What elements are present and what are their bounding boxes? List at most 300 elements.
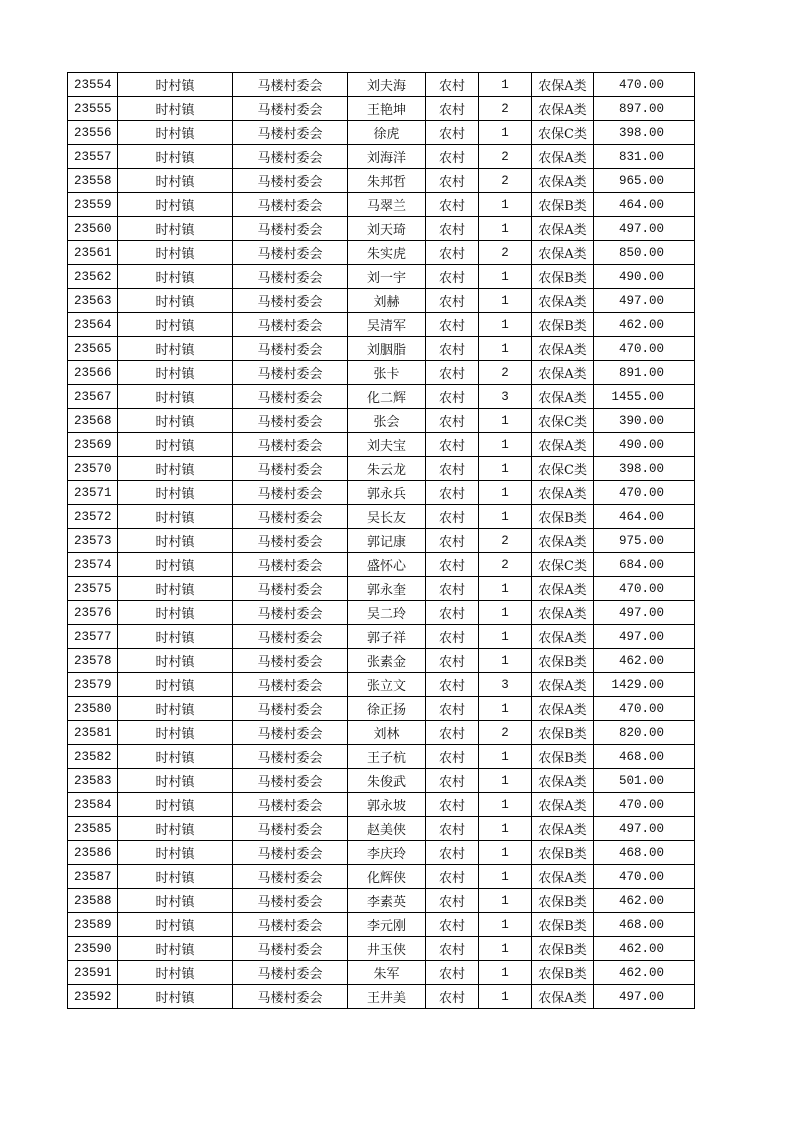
table-row (68, 913, 695, 937)
person-name-cell: 郭永奎 (348, 577, 426, 601)
household-count-cell: 1 (479, 337, 532, 361)
insurance-category-cell: 农保A类 (532, 865, 594, 889)
area-type-cell: 农村 (426, 481, 479, 505)
committee-cell: 马楼村委会 (233, 529, 348, 553)
area-type-cell: 农村 (426, 769, 479, 793)
insurance-category-cell: 农保B类 (532, 745, 594, 769)
record-id-cell: 23569 (68, 433, 118, 457)
person-name-cell: 王子杭 (348, 745, 426, 769)
town-cell: 时村镇 (118, 217, 233, 241)
area-type-cell: 农村 (426, 505, 479, 529)
person-name-cell: 刘海洋 (348, 145, 426, 169)
town-cell: 时村镇 (118, 457, 233, 481)
area-type-cell: 农村 (426, 793, 479, 817)
area-type-cell: 农村 (426, 433, 479, 457)
amount-cell: 497.00 (594, 217, 695, 241)
record-id-cell: 23588 (68, 889, 118, 913)
amount-cell: 468.00 (594, 841, 695, 865)
committee-cell: 马楼村委会 (233, 937, 348, 961)
table-row (68, 265, 695, 289)
household-count-cell: 2 (479, 553, 532, 577)
record-id-cell: 23592 (68, 985, 118, 1009)
amount-cell: 464.00 (594, 193, 695, 217)
committee-cell: 马楼村委会 (233, 169, 348, 193)
area-type-cell: 农村 (426, 337, 479, 361)
amount-cell: 831.00 (594, 145, 695, 169)
person-name-cell: 刘胭脂 (348, 337, 426, 361)
area-type-cell: 农村 (426, 937, 479, 961)
amount-cell: 684.00 (594, 553, 695, 577)
household-count-cell: 1 (479, 985, 532, 1009)
town-cell: 时村镇 (118, 313, 233, 337)
town-cell: 时村镇 (118, 865, 233, 889)
record-id-cell: 23561 (68, 241, 118, 265)
area-type-cell: 农村 (426, 313, 479, 337)
area-type-cell: 农村 (426, 601, 479, 625)
committee-cell: 马楼村委会 (233, 265, 348, 289)
committee-cell: 马楼村委会 (233, 241, 348, 265)
area-type-cell: 农村 (426, 817, 479, 841)
committee-cell: 马楼村委会 (233, 409, 348, 433)
table-row (68, 937, 695, 961)
area-type-cell: 农村 (426, 577, 479, 601)
insurance-category-cell: 农保A类 (532, 433, 594, 457)
town-cell: 时村镇 (118, 553, 233, 577)
record-id-cell: 23580 (68, 697, 118, 721)
town-cell: 时村镇 (118, 169, 233, 193)
table-row (68, 481, 695, 505)
committee-cell: 马楼村委会 (233, 505, 348, 529)
insurance-category-cell: 农保A类 (532, 289, 594, 313)
area-type-cell: 农村 (426, 673, 479, 697)
town-cell: 时村镇 (118, 817, 233, 841)
record-id-cell: 23577 (68, 625, 118, 649)
committee-cell: 马楼村委会 (233, 289, 348, 313)
table-row (68, 745, 695, 769)
person-name-cell: 郭子祥 (348, 625, 426, 649)
record-id-cell: 23574 (68, 553, 118, 577)
committee-cell: 马楼村委会 (233, 961, 348, 985)
table-row (68, 865, 695, 889)
amount-cell: 497.00 (594, 601, 695, 625)
household-count-cell: 3 (479, 673, 532, 697)
record-id-cell: 23583 (68, 769, 118, 793)
table-row (68, 961, 695, 985)
town-cell: 时村镇 (118, 697, 233, 721)
amount-cell: 470.00 (594, 337, 695, 361)
committee-cell: 马楼村委会 (233, 193, 348, 217)
table-row (68, 433, 695, 457)
person-name-cell: 刘林 (348, 721, 426, 745)
amount-cell: 1429.00 (594, 673, 695, 697)
person-name-cell: 李元刚 (348, 913, 426, 937)
amount-cell: 820.00 (594, 721, 695, 745)
person-name-cell: 化辉侠 (348, 865, 426, 889)
town-cell: 时村镇 (118, 145, 233, 169)
area-type-cell: 农村 (426, 73, 479, 97)
committee-cell: 马楼村委会 (233, 889, 348, 913)
person-name-cell: 张卡 (348, 361, 426, 385)
household-count-cell: 1 (479, 193, 532, 217)
insurance-category-cell: 农保A类 (532, 793, 594, 817)
table-row (68, 793, 695, 817)
person-name-cell: 王艳坤 (348, 97, 426, 121)
town-cell: 时村镇 (118, 841, 233, 865)
household-count-cell: 1 (479, 745, 532, 769)
table-row (68, 169, 695, 193)
table-row (68, 841, 695, 865)
household-count-cell: 1 (479, 865, 532, 889)
insurance-category-cell: 农保A类 (532, 673, 594, 697)
record-id-cell: 23579 (68, 673, 118, 697)
insurance-category-cell: 农保B类 (532, 841, 594, 865)
insurance-category-cell: 农保A类 (532, 217, 594, 241)
table-row (68, 193, 695, 217)
town-cell: 时村镇 (118, 193, 233, 217)
town-cell: 时村镇 (118, 577, 233, 601)
amount-cell: 464.00 (594, 505, 695, 529)
area-type-cell: 农村 (426, 385, 479, 409)
town-cell: 时村镇 (118, 961, 233, 985)
area-type-cell: 农村 (426, 721, 479, 745)
insurance-category-cell: 农保A类 (532, 529, 594, 553)
area-type-cell: 农村 (426, 145, 479, 169)
area-type-cell: 农村 (426, 889, 479, 913)
person-name-cell: 朱邦哲 (348, 169, 426, 193)
area-type-cell: 农村 (426, 265, 479, 289)
household-count-cell: 2 (479, 97, 532, 121)
person-name-cell: 郭永兵 (348, 481, 426, 505)
person-name-cell: 朱实虎 (348, 241, 426, 265)
person-name-cell: 吴清军 (348, 313, 426, 337)
committee-cell: 马楼村委会 (233, 913, 348, 937)
person-name-cell: 井玉侠 (348, 937, 426, 961)
insurance-category-cell: 农保B类 (532, 265, 594, 289)
town-cell: 时村镇 (118, 121, 233, 145)
table-row (68, 313, 695, 337)
committee-cell: 马楼村委会 (233, 145, 348, 169)
town-cell: 时村镇 (118, 241, 233, 265)
area-type-cell: 农村 (426, 289, 479, 313)
committee-cell: 马楼村委会 (233, 337, 348, 361)
town-cell: 时村镇 (118, 769, 233, 793)
area-type-cell: 农村 (426, 745, 479, 769)
town-cell: 时村镇 (118, 721, 233, 745)
record-id-cell: 23587 (68, 865, 118, 889)
area-type-cell: 农村 (426, 193, 479, 217)
amount-cell: 497.00 (594, 817, 695, 841)
person-name-cell: 赵美侠 (348, 817, 426, 841)
town-cell: 时村镇 (118, 889, 233, 913)
household-count-cell: 1 (479, 313, 532, 337)
record-id-cell: 23573 (68, 529, 118, 553)
amount-cell: 470.00 (594, 793, 695, 817)
amount-cell: 975.00 (594, 529, 695, 553)
record-id-cell: 23575 (68, 577, 118, 601)
town-cell: 时村镇 (118, 289, 233, 313)
table-row (68, 889, 695, 913)
person-name-cell: 李素英 (348, 889, 426, 913)
amount-cell: 462.00 (594, 649, 695, 673)
table-row (68, 505, 695, 529)
record-id-cell: 23555 (68, 97, 118, 121)
record-id-cell: 23586 (68, 841, 118, 865)
record-id-cell: 23554 (68, 73, 118, 97)
committee-cell: 马楼村委会 (233, 577, 348, 601)
table-row (68, 649, 695, 673)
insurance-category-cell: 农保B类 (532, 937, 594, 961)
household-count-cell: 1 (479, 697, 532, 721)
record-id-cell: 23567 (68, 385, 118, 409)
area-type-cell: 农村 (426, 553, 479, 577)
amount-cell: 965.00 (594, 169, 695, 193)
committee-cell: 马楼村委会 (233, 673, 348, 697)
insurance-category-cell: 农保A类 (532, 73, 594, 97)
amount-cell: 470.00 (594, 865, 695, 889)
amount-cell: 462.00 (594, 313, 695, 337)
household-count-cell: 1 (479, 961, 532, 985)
person-name-cell: 郭永坡 (348, 793, 426, 817)
amount-cell: 462.00 (594, 889, 695, 913)
person-name-cell: 化二辉 (348, 385, 426, 409)
household-count-cell: 2 (479, 721, 532, 745)
committee-cell: 马楼村委会 (233, 361, 348, 385)
person-name-cell: 刘夫海 (348, 73, 426, 97)
household-count-cell: 3 (479, 385, 532, 409)
area-type-cell: 农村 (426, 361, 479, 385)
amount-cell: 850.00 (594, 241, 695, 265)
insurance-category-cell: 农保C类 (532, 457, 594, 481)
household-count-cell: 1 (479, 889, 532, 913)
household-count-cell: 2 (479, 529, 532, 553)
area-type-cell: 农村 (426, 697, 479, 721)
record-id-cell: 23582 (68, 745, 118, 769)
amount-cell: 501.00 (594, 769, 695, 793)
committee-cell: 马楼村委会 (233, 481, 348, 505)
area-type-cell: 农村 (426, 121, 479, 145)
household-count-cell: 1 (479, 409, 532, 433)
committee-cell: 马楼村委会 (233, 793, 348, 817)
person-name-cell: 徐正扬 (348, 697, 426, 721)
insurance-category-cell: 农保A类 (532, 481, 594, 505)
insurance-category-cell: 农保A类 (532, 169, 594, 193)
area-type-cell: 农村 (426, 625, 479, 649)
table-row (68, 529, 695, 553)
person-name-cell: 朱云龙 (348, 457, 426, 481)
record-id-cell: 23556 (68, 121, 118, 145)
amount-cell: 468.00 (594, 913, 695, 937)
record-id-cell: 23590 (68, 937, 118, 961)
household-count-cell: 1 (479, 121, 532, 145)
amount-cell: 891.00 (594, 361, 695, 385)
area-type-cell: 农村 (426, 913, 479, 937)
amount-cell: 398.00 (594, 121, 695, 145)
record-id-cell: 23557 (68, 145, 118, 169)
household-count-cell: 1 (479, 481, 532, 505)
table-row (68, 289, 695, 313)
committee-cell: 马楼村委会 (233, 721, 348, 745)
insurance-category-cell: 农保A类 (532, 601, 594, 625)
household-count-cell: 1 (479, 913, 532, 937)
household-count-cell: 1 (479, 289, 532, 313)
insurance-category-cell: 农保A类 (532, 985, 594, 1009)
committee-cell: 马楼村委会 (233, 553, 348, 577)
amount-cell: 468.00 (594, 745, 695, 769)
committee-cell: 马楼村委会 (233, 865, 348, 889)
table-row (68, 145, 695, 169)
household-count-cell: 1 (479, 841, 532, 865)
household-count-cell: 1 (479, 505, 532, 529)
area-type-cell: 农村 (426, 961, 479, 985)
committee-cell: 马楼村委会 (233, 625, 348, 649)
person-name-cell: 朱军 (348, 961, 426, 985)
town-cell: 时村镇 (118, 745, 233, 769)
insurance-category-cell: 农保A类 (532, 577, 594, 601)
committee-cell: 马楼村委会 (233, 313, 348, 337)
household-count-cell: 2 (479, 145, 532, 169)
amount-cell: 470.00 (594, 481, 695, 505)
table-row (68, 601, 695, 625)
town-cell: 时村镇 (118, 361, 233, 385)
household-count-cell: 2 (479, 169, 532, 193)
town-cell: 时村镇 (118, 937, 233, 961)
person-name-cell: 刘天琦 (348, 217, 426, 241)
committee-cell: 马楼村委会 (233, 97, 348, 121)
person-name-cell: 吴二玲 (348, 601, 426, 625)
area-type-cell: 农村 (426, 865, 479, 889)
insurance-category-cell: 农保B类 (532, 913, 594, 937)
amount-cell: 462.00 (594, 961, 695, 985)
table-row (68, 769, 695, 793)
amount-cell: 497.00 (594, 985, 695, 1009)
insurance-category-cell: 农保A类 (532, 769, 594, 793)
table-row (68, 361, 695, 385)
household-count-cell: 1 (479, 937, 532, 961)
person-name-cell: 王井美 (348, 985, 426, 1009)
town-cell: 时村镇 (118, 649, 233, 673)
committee-cell: 马楼村委会 (233, 121, 348, 145)
amount-cell: 470.00 (594, 697, 695, 721)
table-row (68, 697, 695, 721)
committee-cell: 马楼村委会 (233, 985, 348, 1009)
committee-cell: 马楼村委会 (233, 649, 348, 673)
area-type-cell: 农村 (426, 841, 479, 865)
person-name-cell: 李庆玲 (348, 841, 426, 865)
record-id-cell: 23581 (68, 721, 118, 745)
area-type-cell: 农村 (426, 409, 479, 433)
household-count-cell: 1 (479, 649, 532, 673)
committee-cell: 马楼村委会 (233, 217, 348, 241)
table-row (68, 217, 695, 241)
person-name-cell: 张会 (348, 409, 426, 433)
person-name-cell: 郭记康 (348, 529, 426, 553)
area-type-cell: 农村 (426, 529, 479, 553)
household-count-cell: 1 (479, 769, 532, 793)
committee-cell: 马楼村委会 (233, 817, 348, 841)
record-id-cell: 23585 (68, 817, 118, 841)
amount-cell: 897.00 (594, 97, 695, 121)
record-id-cell: 23591 (68, 961, 118, 985)
household-count-cell: 2 (479, 241, 532, 265)
town-cell: 时村镇 (118, 601, 233, 625)
committee-cell: 马楼村委会 (233, 457, 348, 481)
town-cell: 时村镇 (118, 97, 233, 121)
table-row (68, 457, 695, 481)
area-type-cell: 农村 (426, 457, 479, 481)
table-row (68, 553, 695, 577)
record-id-cell: 23589 (68, 913, 118, 937)
household-count-cell: 1 (479, 577, 532, 601)
table-row (68, 73, 695, 97)
amount-cell: 470.00 (594, 577, 695, 601)
table-row (68, 337, 695, 361)
insurance-category-cell: 农保C类 (532, 409, 594, 433)
area-type-cell: 农村 (426, 985, 479, 1009)
area-type-cell: 农村 (426, 649, 479, 673)
record-id-cell: 23559 (68, 193, 118, 217)
area-type-cell: 农村 (426, 169, 479, 193)
record-id-cell: 23578 (68, 649, 118, 673)
town-cell: 时村镇 (118, 985, 233, 1009)
insurance-category-cell: 农保B类 (532, 961, 594, 985)
record-id-cell: 23576 (68, 601, 118, 625)
table-row (68, 985, 695, 1009)
committee-cell: 马楼村委会 (233, 385, 348, 409)
insurance-category-cell: 农保B类 (532, 313, 594, 337)
insurance-category-cell: 农保A类 (532, 337, 594, 361)
table-row (68, 385, 695, 409)
amount-cell: 470.00 (594, 73, 695, 97)
insurance-category-cell: 农保B类 (532, 889, 594, 913)
town-cell: 时村镇 (118, 529, 233, 553)
table-row (68, 817, 695, 841)
person-name-cell: 吴长友 (348, 505, 426, 529)
insurance-category-cell: 农保A类 (532, 625, 594, 649)
person-name-cell: 盛怀心 (348, 553, 426, 577)
record-id-cell: 23570 (68, 457, 118, 481)
town-cell: 时村镇 (118, 433, 233, 457)
table-row (68, 409, 695, 433)
area-type-cell: 农村 (426, 217, 479, 241)
person-name-cell: 张立文 (348, 673, 426, 697)
person-name-cell: 刘一宇 (348, 265, 426, 289)
insurance-category-cell: 农保B类 (532, 649, 594, 673)
town-cell: 时村镇 (118, 481, 233, 505)
amount-cell: 398.00 (594, 457, 695, 481)
insurance-category-cell: 农保B类 (532, 505, 594, 529)
town-cell: 时村镇 (118, 385, 233, 409)
insurance-category-cell: 农保C类 (532, 121, 594, 145)
household-count-cell: 1 (479, 625, 532, 649)
amount-cell: 497.00 (594, 625, 695, 649)
area-type-cell: 农村 (426, 241, 479, 265)
household-count-cell: 1 (479, 265, 532, 289)
person-name-cell: 马翠兰 (348, 193, 426, 217)
record-id-cell: 23558 (68, 169, 118, 193)
table-row (68, 577, 695, 601)
amount-cell: 497.00 (594, 289, 695, 313)
insurance-category-cell: 农保A类 (532, 361, 594, 385)
record-id-cell: 23571 (68, 481, 118, 505)
town-cell: 时村镇 (118, 913, 233, 937)
record-id-cell: 23566 (68, 361, 118, 385)
committee-cell: 马楼村委会 (233, 697, 348, 721)
area-type-cell: 农村 (426, 97, 479, 121)
record-id-cell: 23564 (68, 313, 118, 337)
insurance-category-cell: 农保A类 (532, 241, 594, 265)
household-count-cell: 2 (479, 361, 532, 385)
town-cell: 时村镇 (118, 265, 233, 289)
